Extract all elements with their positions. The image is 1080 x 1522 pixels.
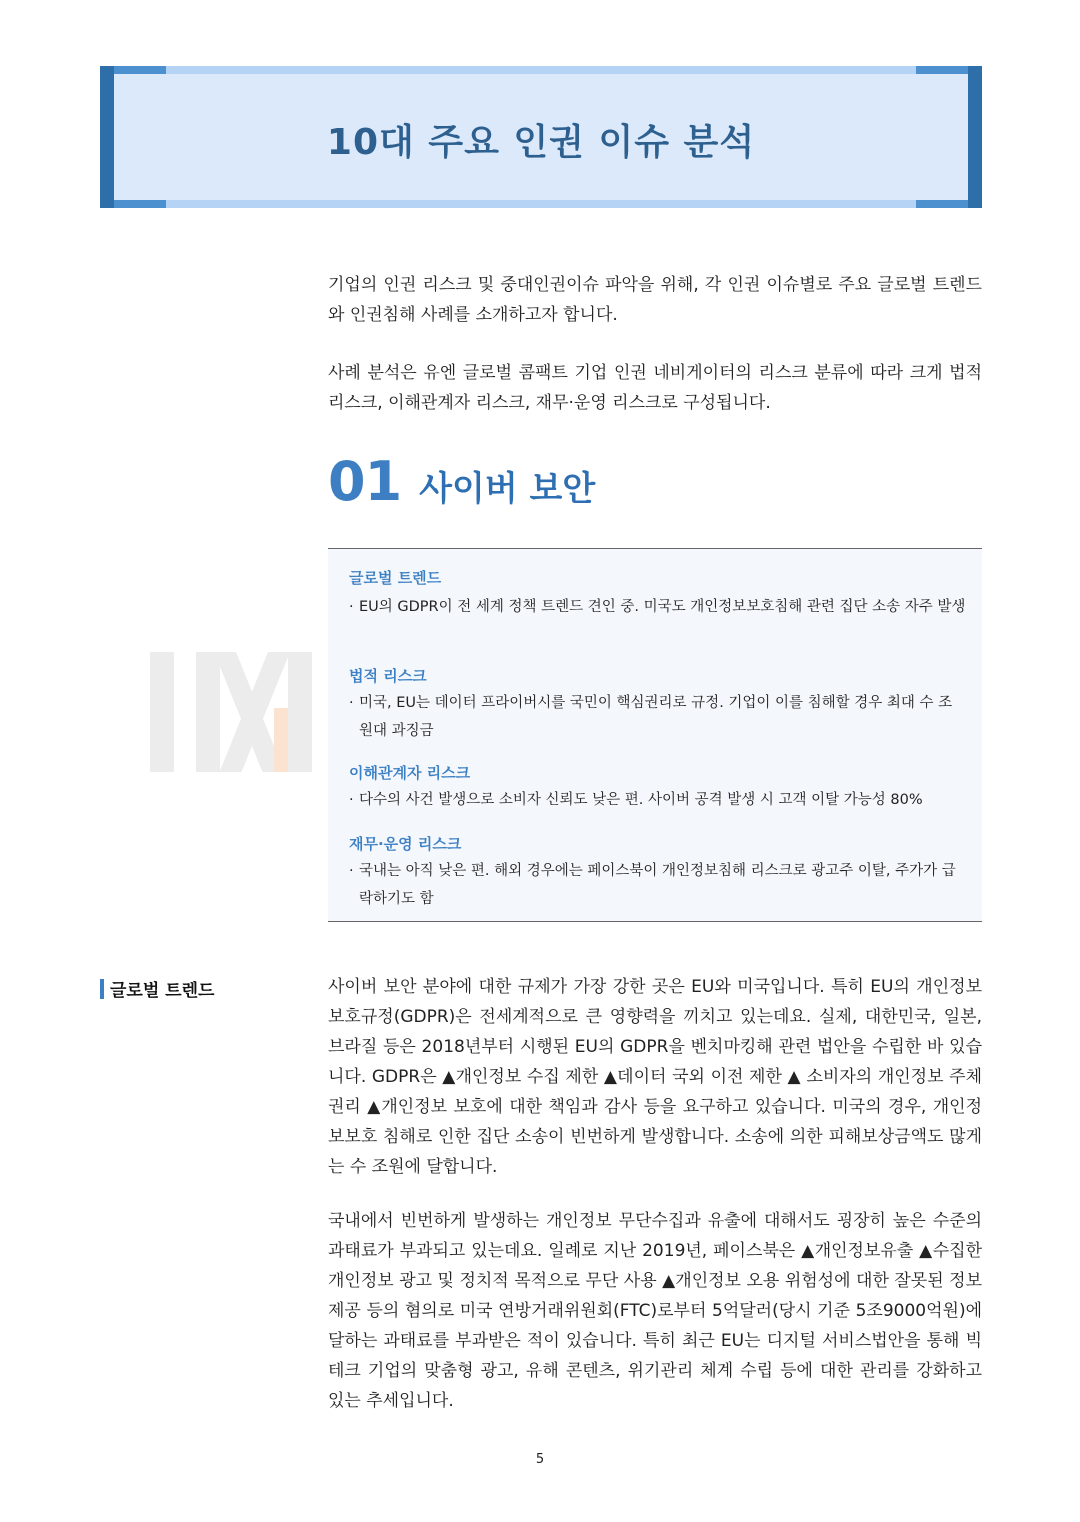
body-paragraph: 사이버 보안 분야에 대한 규제가 가장 강한 곳은 EU와 미국입니다. 특히 EU의 개인정보 보호규정(GDPR)은 전세계적으로 큰 영향력을 끼치고 있는데요. 실제, 대한민국, 일본, 브라질 등은 2018년부터 시행된 EU의 GDPR을 벤치마킹해 관련 법안을 수립한 바 있습니다. GDPR은 ▲개인정보 수집 제한 ▲데이터 국외 이전 제한 ▲ 소비자의 개인정보 주체 권리 ▲개인정보 보호에 대한 책임과 감사 등을 요구하고 있습니다. 미국의 경우, 개인정보보호 침해로 인한 집단 소송이 빈번하게 발생합니다. 소송에 의한 피해보상금액도 많게는 수 조원에 달합니다. bbox=[328, 977, 982, 1177]
summary-item bbox=[349, 857, 969, 913]
bullet: · bbox=[349, 792, 354, 808]
section-title: 사이버 보안 bbox=[419, 469, 596, 509]
section-number: 01 bbox=[328, 450, 402, 513]
bullet: · bbox=[349, 695, 354, 711]
banner-accent bbox=[114, 66, 166, 74]
page-number: 5 bbox=[535, 1452, 545, 1467]
bullet: · bbox=[349, 863, 354, 879]
summary-text: 국내는 아직 낮은 편. 해외 경우에는 페이스북이 개인정보침해 리스크로 광고주 이탈, 주가가 급락하기도 함 bbox=[359, 863, 956, 907]
summary-item bbox=[349, 593, 969, 621]
summary-text: EU의 GDPR이 전 세계 정책 트렌드 견인 중. 미국도 개인정보보호침해 관련 집단 소송 자주 발생 bbox=[359, 599, 966, 615]
section-heading bbox=[328, 450, 595, 513]
summary-box bbox=[328, 548, 982, 922]
summary-item bbox=[349, 786, 969, 814]
summary-heading: 이해관계자 리스크 bbox=[349, 764, 471, 782]
body-paragraph: 국내에서 빈번하게 발생하는 개인정보 무단수집과 유출에 대해서도 굉장히 높은 수준의 과태료가 부과되고 있는데요. 일례로 지난 2019년, 페이스북은 ▲개인정보유출 ▲수집한 개인정보 광고 및 정치적 목적으로 무단 사용 ▲개인정보 오용 위험성에 대한 잘못된 정보 제공 등의 혐의로 미국 연방거래위원회(FTC)로부터 5억달러(당시 기준 5조9000억원)에 달하는 과태료를 부과받은 적이 있습니다. 특히 최근 EU는 디지털 서비스법안을 통해 빅테크 기업의 맞춤형 광고, 유해 콘텐츠, 위기관리 체계 수립 등에 대한 관리를 강화하고 있는 추세입니다. bbox=[328, 1211, 982, 1411]
side-label bbox=[100, 976, 214, 1001]
summary-item bbox=[349, 689, 969, 745]
bullet: · bbox=[349, 599, 354, 615]
title-banner bbox=[100, 66, 982, 208]
watermark-logo bbox=[148, 648, 348, 776]
banner-accent bbox=[114, 200, 166, 208]
banner-accent bbox=[916, 66, 968, 74]
summary-text: 다수의 사건 발생으로 소비자 신뢰도 낮은 편. 사이버 공격 발생 시 고객 이탈 가능성 80% bbox=[359, 792, 923, 808]
page-title: 10대 주요 인권 이슈 분석 bbox=[326, 122, 756, 163]
side-label-text: 글로벌 트렌드 bbox=[110, 981, 215, 1001]
side-label-bar bbox=[100, 979, 104, 999]
intro-paragraph: 기업의 인권 리스크 및 중대인권이슈 파악을 위해, 각 인권 이슈별로 주요 글로벌 트렌드와 인권침해 사례를 소개하고자 합니다. bbox=[328, 275, 982, 325]
summary-heading: 법적 리스크 bbox=[349, 667, 427, 685]
banner-accent bbox=[916, 200, 968, 208]
intro-paragraph: 사례 분석은 유엔 글로벌 콤팩트 기업 인권 네비게이터의 리스크 분류에 따라 크게 법적 리스크, 이해관계자 리스크, 재무·운영 리스크로 구성됩니다. bbox=[328, 363, 982, 413]
summary-heading: 글로벌 트렌드 bbox=[349, 569, 442, 587]
summary-text: 미국, EU는 데이터 프라이버시를 국민이 핵심권리로 규정. 기업이 이를 침해할 경우 최대 수 조 원대 과징금 bbox=[359, 695, 953, 739]
summary-heading: 재무·운영 리스크 bbox=[349, 835, 462, 853]
